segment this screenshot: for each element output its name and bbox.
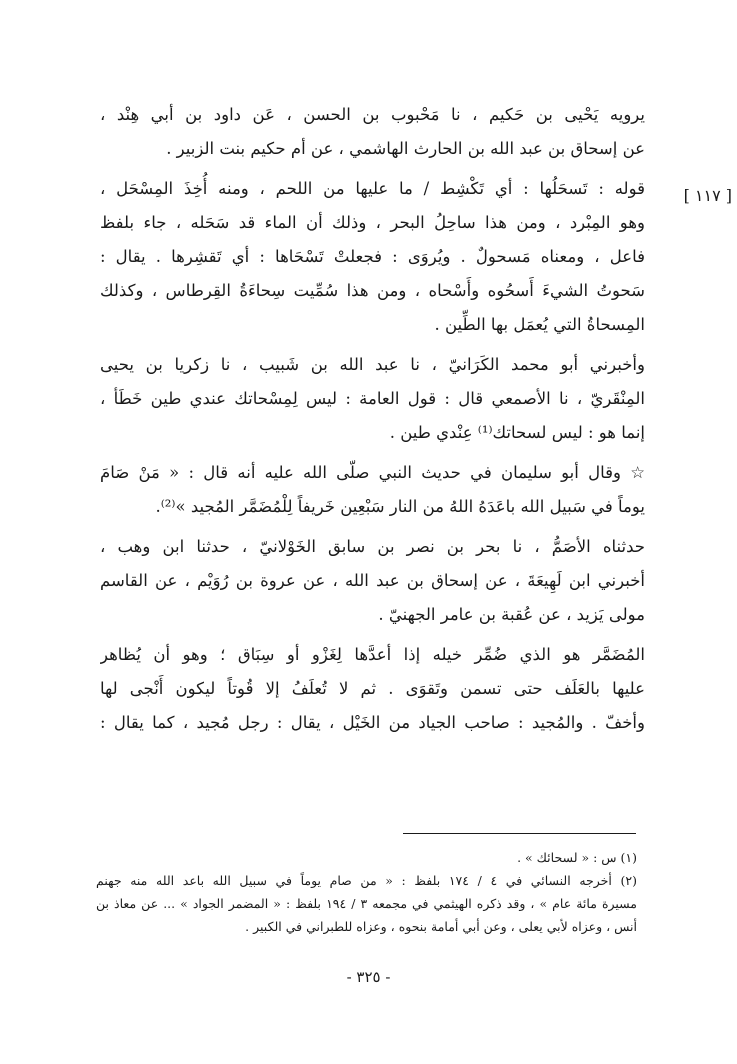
text-line: حدثناه الأصَمُّ ، نا بحر بن نصر بن سابق الخَوْلانيّ ، حدثنا ابن وهب ،: [100, 537, 645, 556]
margin-page-reference: [ ١١٧ ]: [683, 186, 732, 205]
footnote-line: (٢) أخرجه النسائي في ٤ / ١٧٤ بلفظ : « من صام يوماً في سبيل الله باعد الله منه جهنم: [96, 873, 637, 888]
text-line: يوماً في سَبيل الله باعَدَهُ اللهُ من النار سَبْعِين خَريفاً لِلْمُضَمَّر المُجيد »⁽²⁾.: [155, 497, 645, 516]
text-line: عن إسحاق بن عبد الله بن الحارث الهاشمي ، عن أم حكيم بنت الزبير .: [166, 139, 645, 158]
text-line: قوله : تَسحَلُها : أي تَكْشِط / ما عليها من اللحم ، ومنه أُخِذَ المِسْحَل ،: [100, 179, 645, 198]
footnote-line: مسيرة مائة عام » ، وقد ذكره الهيثمي في مجمعه ٣ / ١٩٤ بلفظ : « المضمر الجواد » ... عن معاذ بن: [96, 896, 637, 911]
page-number: - ٣٢٥ -: [346, 968, 391, 986]
text-line: إنما هو : ليس لسحاتك⁽¹⁾ عِنْدي طين .: [389, 423, 645, 442]
text-line: يرويه يَحْيى بن حَكيم ، نا مَحْبوب بن الحسن ، عَن داود بن أبي هِنْد ،: [100, 105, 645, 124]
text-line: عليها بالعَلَف حتى تسمن وتَقوَى . ثم لا تُعلَفُ إلا قُوتاً ليكون أَنْجى لها: [100, 679, 645, 698]
main-text: [100, 98, 645, 740]
text-line: ☆ وقال أبو سليمان في حديث النبي صلّى الله عليه أنه قال : « مَنْ صَامَ: [100, 463, 645, 482]
text-line: مولى يَزيد ، عن عُقبة بن عامر الجهنيّ .: [378, 605, 645, 624]
footnote-line: (١) س : « لسحائك » .: [517, 850, 637, 865]
text-line: سَحوتُ الشيءَ أَسحُوه وأَسْحاه ، ومن هذا سُمِّيت سِحاءَةُ القِرطاس ، وكذلك: [100, 281, 645, 300]
text-line: المِسحاةُ التي يُعمَل بها الطِّين .: [434, 315, 645, 334]
footnotes: [96, 846, 637, 938]
text-line: المِنْقَريّ ، نا الأصمعي قال : قول العامة : ليس لِمِسْحاتك عندي طين خَطَأ ،: [100, 389, 645, 408]
text-line: أخبرني ابن لَهِيعَةَ ، عن إسحاق بن عبد الله ، عن عروة بن رُوَيْم ، عن القاسم: [100, 571, 645, 590]
text-line: وهو المِبْرد ، ومن هذا ساحِلُ البحر ، وذلك أن الماء قد سَحَله ، جاء بلفظ: [100, 213, 645, 232]
text-line: وأخبرني أبو محمد الكَرَانيّ ، نا عبد الله بن شَبيب ، نا زكريا بن يحيى: [100, 355, 645, 374]
text-line: وأخفّ . والمُجيد : صاحب الجياد من الخَيْل ، يقال : رجل مُجيد ، كما يقال :: [100, 713, 645, 732]
text-line: المُضَمَّر هو الذي ضُمِّر خيله إذا أعدَّها لِغَزْو أو سِبَاق ؛ وهو أن يُظاهر: [100, 645, 645, 664]
footnote-divider: [403, 833, 636, 834]
text-line: فاعل ، ومعناه مَسحولٌ . ويُروَى : فجعلتْ تَسْحَاها : أي تَقشِرها . يقال :: [100, 247, 645, 266]
footnote-line: أنس ، وعزاه لأبي يعلى ، وعن أبي أمامة بنحوه ، وعزاه للطبراني في الكبير .: [245, 919, 637, 934]
